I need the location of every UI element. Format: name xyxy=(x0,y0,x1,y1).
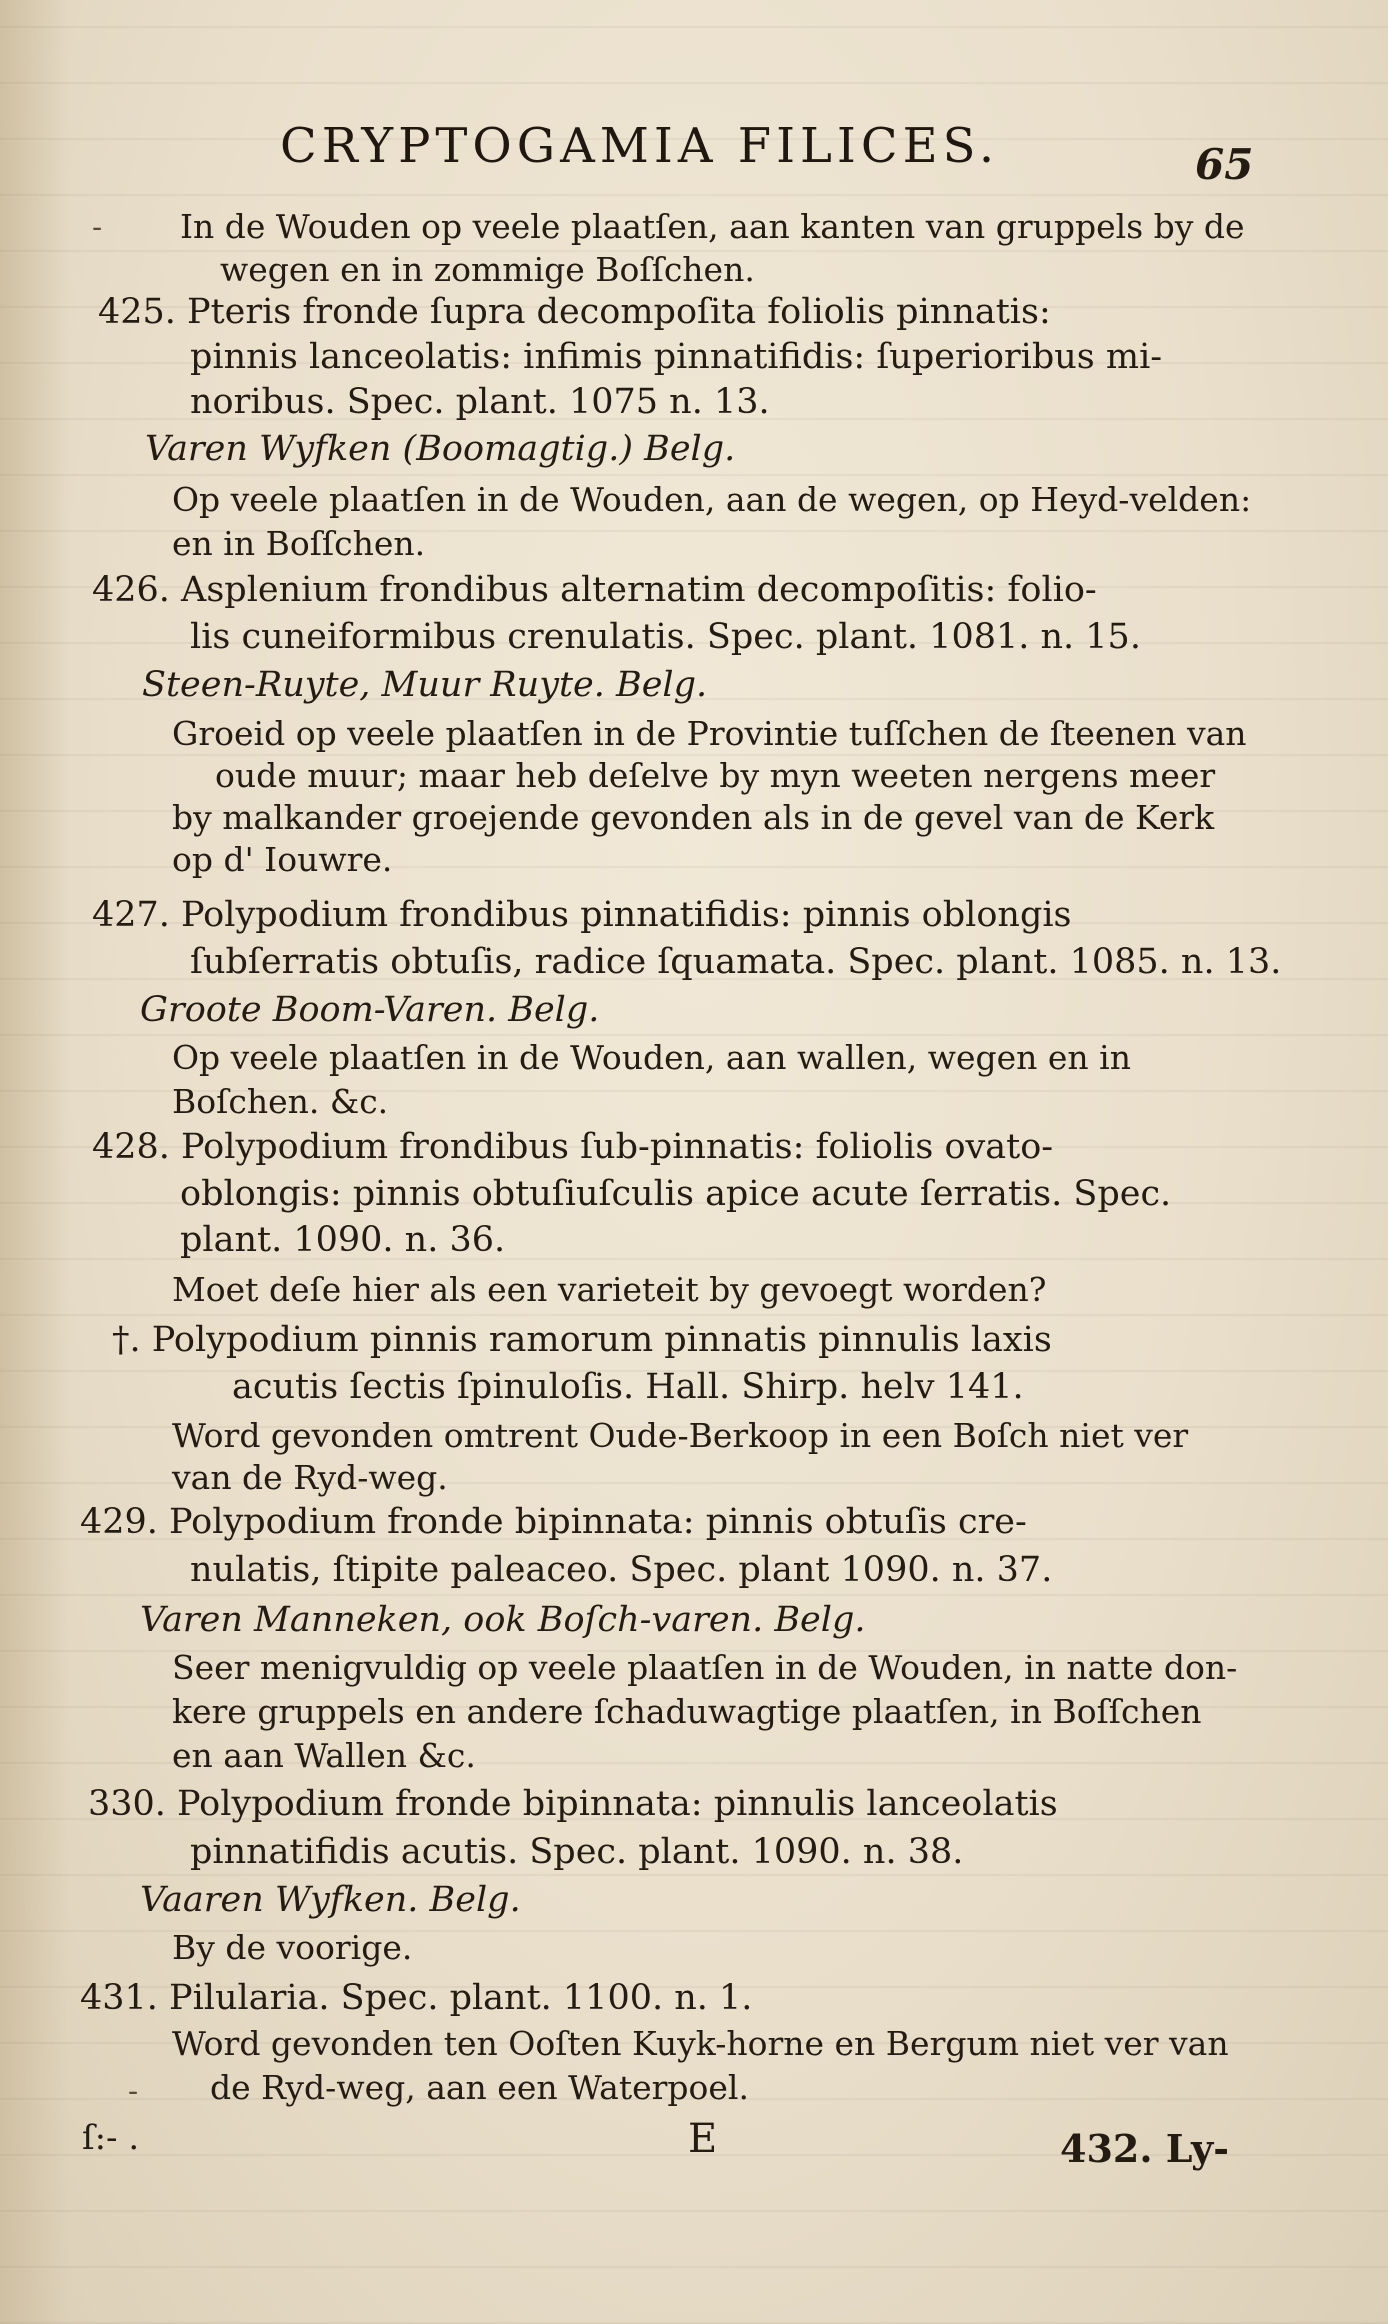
habitat-note: By de voorige. xyxy=(172,1928,413,1967)
text-line: noribus. Spec. plant. 1075 n. 13. xyxy=(190,382,770,422)
margin-mark: - xyxy=(92,210,103,245)
text-line: oblongis: pinnis obtuſiuſculis apice acute ſerratis. Spec. xyxy=(180,1174,1172,1214)
habitat-note: Op veele plaatſen in de Wouden, aan de wegen, op Heyd-velden: xyxy=(172,480,1252,519)
habitat-note: van de Ryd-weg. xyxy=(172,1458,448,1497)
habitat-note: oude muur; maar heb deſelve by myn weeten nergens meer xyxy=(215,756,1216,795)
vernacular-name: Vaaren Wyfken. Belg. xyxy=(140,1880,521,1920)
entry-428: 428. Polypodium frondibus ſub-pinnatis: foliolis ovato- xyxy=(92,1127,1054,1167)
corner-mark: ſ:- . xyxy=(82,2118,140,2158)
signature-mark: E xyxy=(688,2116,718,2162)
text-line: ſubſerratis obtuſis, radice ſquamata. Spec. plant. 1085. n. 13. xyxy=(190,942,1282,982)
entry-429: 429. Polypodium fronde bipinnata: pinnis obtuſis cre- xyxy=(80,1502,1027,1542)
habitat-note: Op veele plaatſen in de Wouden, aan wallen, wegen en in xyxy=(172,1038,1131,1077)
vernacular-name: Groote Boom-Varen. Belg. xyxy=(140,990,600,1030)
habitat-note: op d' Iouwre. xyxy=(172,840,393,879)
margin-mark: - xyxy=(128,2074,139,2109)
text-line: wegen en in zommige Boſſchen. xyxy=(220,250,755,289)
vernacular-name: Steen-Ruyte, Muur Ruyte. Belg. xyxy=(142,665,708,705)
habitat-note: de Ryd-weg, aan een Waterpoel. xyxy=(210,2068,749,2107)
habitat-note: en aan Wallen &c. xyxy=(172,1736,476,1775)
entry-dagger: †. Polypodium pinnis ramorum pinnatis pinnulis laxis xyxy=(112,1320,1052,1360)
habitat-note: Word gevonden ten Ooſten Kuyk-horne en Bergum niet ver van xyxy=(172,2024,1229,2063)
habitat-note: by malkander groejende gevonden als in de gevel van de Kerk xyxy=(172,798,1215,837)
catchword: 432. Ly- xyxy=(1060,2126,1229,2171)
entry-426: 426. Asplenium frondibus alternatim decompoſitis: folio- xyxy=(92,570,1097,610)
vernacular-name: Varen Wyfken (Boomagtig.) Belg. xyxy=(145,429,736,469)
habitat-note: Boſchen. &c. xyxy=(172,1082,389,1121)
text-line: In de Wouden op veele plaatſen, aan kanten van gruppels by de xyxy=(180,207,1245,246)
vernacular-name: Varen Manneken, ook Boſch-varen. Belg. xyxy=(140,1600,866,1640)
text-line: lis cuneiformibus crenulatis. Spec. plant. 1081. n. 15. xyxy=(190,617,1141,657)
entry-427: 427. Polypodium frondibus pinnatifidis: pinnis oblongis xyxy=(92,895,1072,935)
text-line: acutis ſectis ſpinuloſis. Hall. Shirp. helv 141. xyxy=(232,1367,1024,1407)
text-line: pinnatifidis acutis. Spec. plant. 1090. n. 38. xyxy=(190,1832,964,1872)
habitat-note: Groeid op veele plaatſen in de Provintie tuſſchen de ſteenen van xyxy=(172,714,1247,753)
page-number: 65 xyxy=(1195,140,1254,189)
entry-425: 425. Pteris fronde ſupra decompoſita foliolis pinnatis: xyxy=(98,292,1051,332)
text-line: pinnis lanceolatis: infimis pinnatifidis: ſuperioribus mi- xyxy=(190,337,1163,377)
text-line: nulatis, ſtipite paleaceo. Spec. plant 1090. n. 37. xyxy=(190,1550,1053,1590)
habitat-note: Seer menigvuldig op veele plaatſen in de Wouden, in natte don- xyxy=(172,1648,1238,1687)
habitat-note: en in Boſſchen. xyxy=(172,524,426,563)
running-head: CRYPTOGAMIA FILICES. xyxy=(280,118,1000,174)
entry-431: 431. Pilularia. Spec. plant. 1100. n. 1. xyxy=(80,1978,753,2018)
habitat-note: kere gruppels en andere ſchaduwagtige plaatſen, in Boſſchen xyxy=(172,1692,1202,1731)
entry-330: 330. Polypodium fronde bipinnata: pinnulis lanceolatis xyxy=(88,1784,1058,1824)
habitat-note: Word gevonden omtrent Oude-Berkoop in een Boſch niet ver xyxy=(172,1416,1189,1455)
habitat-note: Moet deſe hier als een varieteit by gevoegt worden? xyxy=(172,1270,1047,1309)
page-edge-shadow xyxy=(0,0,70,2324)
text-line: plant. 1090. n. 36. xyxy=(180,1220,506,1260)
